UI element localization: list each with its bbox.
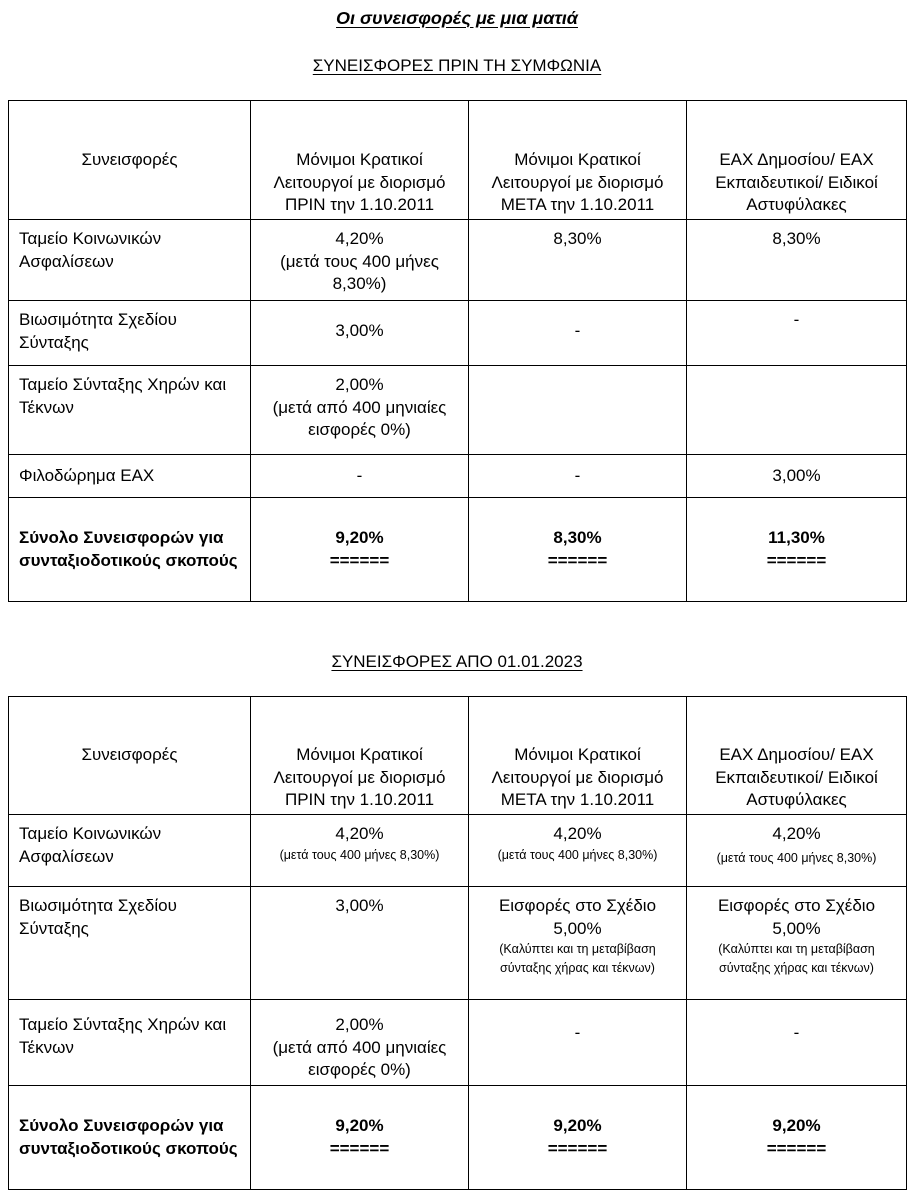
- header-contributions: Συνεισφορές: [9, 101, 251, 220]
- table-row-total: [9, 1086, 907, 1190]
- header-eax-staff: ΕΑΧ Δημοσίου/ ΕΑΧ Εκπαιδευτικοί/ Ειδικοί Αστυφύλακες: [687, 697, 907, 815]
- table-row-sustainability: [9, 301, 907, 366]
- table-row-sustainability: [9, 887, 907, 1000]
- table-row-eax-bonus: [9, 455, 907, 498]
- cell-value: 3,00%: [251, 301, 469, 366]
- cell-value: 4,20% (μετά τους 400 μήνες 8,30%): [469, 815, 687, 887]
- row-label: Φιλοδώρημα ΕΑΧ: [9, 455, 251, 498]
- row-label-total: Σύνολο Συνεισφορών για συνταξιοδοτικούς σκοπούς: [9, 498, 251, 602]
- row-label-total: Σύνολο Συνεισφορών για συνταξιοδοτικούς σκοπούς: [9, 1086, 251, 1190]
- cell-value: Εισφορές στο Σχέδιο 5,00% (Καλύπτει και τη μεταβίβαση σύνταξης χήρας και τέκνων): [687, 887, 907, 1000]
- cell-value: -: [687, 1000, 907, 1086]
- cell-value: [469, 366, 687, 455]
- cell-value: [687, 366, 907, 455]
- header-permanent-before-2011: Μόνιμοι Κρατικοί Λειτουργοί με διορισμό ΠΡΙΝ την 1.10.2011: [251, 697, 469, 815]
- cell-value: 2,00% (μετά από 400 μηνιαίες εισφορές 0%): [251, 1000, 469, 1086]
- cell-total: 9,20% ======: [251, 498, 469, 602]
- row-label: Ταμείο Σύνταξης Χηρών και Τέκνων: [9, 366, 251, 455]
- contributions-table-before: [8, 100, 907, 602]
- cell-value: 2,00% (μετά από 400 μηνιαίες εισφορές 0%): [251, 366, 469, 455]
- cell-value: 4,20% (μετά τους 400 μήνες 8,30%): [251, 220, 469, 301]
- cell-value: 8,30%: [687, 220, 907, 301]
- cell-value: -: [469, 455, 687, 498]
- cell-value: -: [469, 301, 687, 366]
- contributions-table-2023: [8, 696, 907, 1190]
- cell-value: 4,20% (μετά τους 400 μήνες 8,30%): [251, 815, 469, 887]
- table-row-social-insurance: [9, 815, 907, 887]
- header-eax-staff: ΕΑΧ Δημοσίου/ ΕΑΧ Εκπαιδευτικοί/ Ειδικοί Αστυφύλακες: [687, 101, 907, 220]
- table-row-widows-orphans: [9, 1000, 907, 1086]
- table-header-row: [9, 697, 907, 815]
- cell-value: 4,20% (μετά τους 400 μήνες 8,30%): [687, 815, 907, 887]
- table-header-row: [9, 101, 907, 220]
- row-label: Βιωσιμότητα Σχεδίου Σύνταξης: [9, 887, 251, 1000]
- table-row-total: [9, 498, 907, 602]
- cell-total: 9,20% ======: [469, 1086, 687, 1190]
- row-label: Ταμείο Κοινωνικών Ασφαλίσεων: [9, 815, 251, 887]
- table-row-social-insurance: [9, 220, 907, 301]
- header-permanent-before-2011: Μόνιμοι Κρατικοί Λειτουργοί με διορισμό ΠΡΙΝ την 1.10.2011: [251, 101, 469, 220]
- cell-value: 3,00%: [687, 455, 907, 498]
- cell-total: 9,20% ======: [687, 1086, 907, 1190]
- page-title: Οι συνεισφορές με μια ματιά: [336, 8, 578, 28]
- row-label: Βιωσιμότητα Σχεδίου Σύνταξης: [9, 301, 251, 366]
- cell-total: 11,30% ======: [687, 498, 907, 602]
- cell-value: -: [469, 1000, 687, 1086]
- cell-value: 8,30%: [469, 220, 687, 301]
- section-title-before-agreement: ΣΥΝΕΙΣΦΟΡΕΣ ΠΡΙΝ ΤΗ ΣΥΜΦΩΝΙΑ: [312, 56, 602, 75]
- cell-total: 9,20% ======: [251, 1086, 469, 1190]
- cell-value: -: [687, 301, 907, 366]
- header-contributions: Συνεισφορές: [9, 697, 251, 815]
- cell-value: -: [251, 455, 469, 498]
- cell-value: Εισφορές στο Σχέδιο 5,00% (Καλύπτει και τη μεταβίβαση σύνταξης χήρας και τέκνων): [469, 887, 687, 1000]
- header-permanent-after-2011: Μόνιμοι Κρατικοί Λειτουργοί με διορισμό ΜΕΤΑ την 1.10.2011: [469, 697, 687, 815]
- row-label: Ταμείο Σύνταξης Χηρών και Τέκνων: [9, 1000, 251, 1086]
- cell-value: 3,00%: [251, 887, 469, 1000]
- row-label: Ταμείο Κοινωνικών Ασφαλίσεων: [9, 220, 251, 301]
- cell-total: 8,30% ======: [469, 498, 687, 602]
- table-row-widows-orphans: [9, 366, 907, 455]
- section-title-from-2023: ΣΥΝΕΙΣΦΟΡΕΣ ΑΠΟ 01.01.2023: [331, 652, 583, 671]
- header-permanent-after-2011: Μόνιμοι Κρατικοί Λειτουργοί με διορισμό ΜΕΤΑ την 1.10.2011: [469, 101, 687, 220]
